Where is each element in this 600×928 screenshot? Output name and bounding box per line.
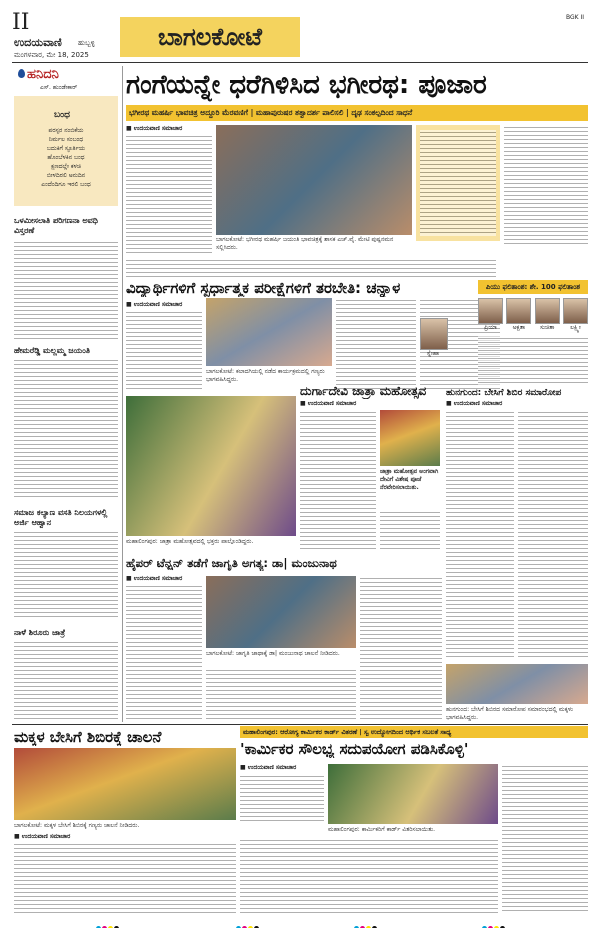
story3-headline: ದುರ್ಗಾದೇವಿ ಜಾತ್ರಾ ಮಹೋತ್ಸವ <box>300 384 427 398</box>
poem-line: ಬದುಕಿಗೆ ಸ್ಫೂರ್ತಿಯ <box>46 145 86 152</box>
drop-icon <box>18 69 25 78</box>
masthead-rule <box>12 62 588 63</box>
story5-body <box>126 584 202 720</box>
student-card <box>535 298 560 332</box>
lead-body <box>126 134 212 254</box>
issue-date: ಮಂಗಳವಾರ, ಮೇ 18, 2025 <box>14 51 89 59</box>
festival-photo-caption: ಮಹಾಲಿಂಗಪುರ: ಜಾತ್ರಾ ಮಹೋತ್ಸವದಲ್ಲಿ ಭಕ್ತರು ಪಾಲ್ಗೊಂಡಿದ್ದರು. <box>126 538 254 545</box>
lead-photo <box>216 125 412 235</box>
student-name: ಅಕ್ಷತಾ <box>512 324 526 331</box>
poem-line: ನಿರ್ಮಲ ಸಂಬಂಧ <box>48 136 84 143</box>
story6-photo-caption: ಬಾಗಲಕೋಟೆ: ಮಕ್ಕಳ ಬೇಸಿಗೆ ಶಿಬಿರಕ್ಕೆ ಗಣ್ಯರು ಚಾಲನೆ ನೀಡಿದರು. <box>14 822 140 829</box>
brief-headline: ಒಳಮೀಸಲಾತಿ ಪರಿಗಣನಾ ಅವಧಿ ವಿಸ್ತರಣೆ <box>14 216 98 235</box>
student-photo <box>478 298 503 324</box>
story4-headline: ಹುನಗುಂದ: ಬೇಸಿಗೆ ಶಿಬಿರ ಸಮಾರೋಪ <box>446 388 562 398</box>
deity-photo <box>380 410 440 466</box>
student-name: ಸ್ನೇಹಾ <box>426 350 440 357</box>
student-name: ಲಕ್ಷ್ಮೀ <box>570 324 581 331</box>
student-photo <box>420 318 448 350</box>
paper-name: ಉದಯವಾಣಿ <box>14 36 62 49</box>
student-name: ಪ್ರಿಯಾ <box>484 324 497 331</box>
poem-line: ಬೀಳದಿರಲಿ ಅನುದಿನ <box>46 172 86 179</box>
registration-marks <box>482 916 506 928</box>
story7-body <box>502 764 588 914</box>
deity-photo-caption: ಜಾತ್ರಾ ಮಹೋತ್ಸವ ಅಂಗವಾಗಿ ದೇವಿಗೆ ವಿಶೇಷ ಪೂಜೆ ನೆರವೇರಿಸಲಾಯಿತು. <box>380 468 439 491</box>
student-card <box>478 298 503 332</box>
edition-name: ಹುಬ್ಬಳ್ಳಿ <box>78 39 95 47</box>
festival-photo <box>126 396 296 536</box>
story4-photo-caption: ಹುನಗುಂದ: ಬೇಸಿಗೆ ಶಿಬಿರದ ಸಮಾರೋಪ ಸಮಾರಂಭದಲ್ಲಿ ಮಕ್ಕಳು ಭಾಗವಹಿಸಿದ್ದರು. <box>446 706 574 721</box>
registration-marks <box>354 916 378 928</box>
district-banner: ಬಾಗಲಕೋಟೆ <box>120 17 300 57</box>
story2-body <box>336 298 416 392</box>
lead-headline: ಗಂಗೆಯನ್ನೇ ಧರೆಗಿಳಿಸಿದ ಭಗೀರಥ: ಪೂಜಾರ <box>126 70 487 100</box>
registration-marks <box>236 916 260 928</box>
story7-photo <box>328 764 498 824</box>
story7-byline: ■ ಉದಯವಾಣಿ ಸಮಾಚಾರ <box>240 764 297 771</box>
story4-body <box>446 410 514 660</box>
results-row <box>478 298 588 332</box>
story2-body <box>126 310 202 390</box>
brief-body <box>14 530 118 620</box>
story6-photo <box>14 748 236 820</box>
story4-byline: ■ ಉದಯವಾಣಿ ಸಮಾಚಾರ <box>446 400 503 407</box>
lead-kicker: ಭಗೀರಥ ಮಹರ್ಷಿ ಭಾವಚಿತ್ರ ಅದ್ದೂರಿ ಮೆರವಣಿಗೆ | ಮಹಾಪುರುಷರ ತತ್ವಾದರ್ಶ ಪಾಲಿಸಲಿ | ದೃಢ ಸಂಕಲ್ಪದಿಂದ ಸಾಧನೆ <box>126 105 588 121</box>
poem-line: ಹೊಂಬೆಳಕಿನ ಬಂಧ <box>47 154 85 161</box>
brief-headline: ನಾಳೆ ಶಿರೂರು ಜಾತ್ರೆ <box>14 628 66 637</box>
sidebar-columnist: ಎಸ್. ಹುಂಡೇಕಾರ್ <box>40 84 78 91</box>
lead-photo-caption: ಬಾಗಲಕೋಟೆ: ಭಗೀರಥ ಮಹರ್ಷಿ ಜಯಂತಿ ಭಾವಚಿತ್ರಕ್ಕೆ ಶಾಸಕ ಎಚ್.ವೈ. ಮೇಟಿ ಪುಷ್ಪನಮನ ಸಲ್ಲಿಸಿದರು. <box>216 236 394 251</box>
story6-body <box>14 842 236 914</box>
sidebar-logo: ಹನಿದನಿ <box>18 67 59 82</box>
results-body <box>478 336 588 386</box>
student-photo <box>535 298 560 324</box>
story7-photo-caption: ಮಹಾಲಿಂಗಪುರ: ಕಾರ್ಮಿಕರಿಗೆ ಕಾರ್ಡ್ ವಿತರಿಸಲಾಯಿತು. <box>328 826 436 833</box>
story2-photo <box>206 298 332 366</box>
registration-marks <box>96 916 120 928</box>
story3-body <box>380 510 440 550</box>
brief-body <box>14 358 118 498</box>
page-code: BGK II <box>566 14 585 21</box>
brief-body <box>14 240 118 340</box>
results-headline: ಪಿಯು ಫಲಿತಾಂಶ: ಶೇ. 100 ಫಲಿತಾಂಶ <box>478 280 588 294</box>
lead-body <box>126 258 496 280</box>
story6-headline: ಮಕ್ಕಳ ಬೇಸಿಗೆ ಶಿಬಿರಕ್ಕೆ ಚಾಲನೆ <box>14 728 162 746</box>
story5-photo-caption: ಬಾಗಲಕೋಟೆ: ಜಾಗೃತಿ ಜಾಥಾಕ್ಕೆ ಡಾ| ಮಂಜುನಾಥ ಚಾಲನೆ ನೀಡಿದರು. <box>206 650 340 657</box>
poem-line: ಕ್ಷಣದಲ್ಲೇ ಕಳಚಿ <box>51 163 81 170</box>
poem-lines <box>16 126 116 189</box>
poem-line: ಎಂದೆಂದಿಗೂ ಇರಲಿ ಬಂಧ <box>41 181 91 188</box>
poem-line: ಪರಸ್ಪರ ನಂಬಿಕೆಯ <box>48 127 84 134</box>
story3-body <box>300 410 376 550</box>
student-card <box>506 298 531 332</box>
page-number: II <box>12 10 30 35</box>
story4-body <box>518 410 588 660</box>
story7-body <box>240 838 498 914</box>
story7-body <box>240 774 324 824</box>
student-card <box>563 298 588 332</box>
brief-headline: ಸಮಾಜ ಕಲ್ಯಾಣ ವಸತಿ ನಿಲಯಗಳಲ್ಲಿ ಅರ್ಜಿ ಆಹ್ವಾನ <box>14 508 108 527</box>
story7-headline: 'ಕಾರ್ಮಿಕರ ಸೌಲಭ್ಯ ಸದುಪಯೋಗ ಪಡಿಸಿಕೊಳ್ಳಿ' <box>240 740 469 758</box>
lead-byline: ■ ಉದಯವಾಣಿ ಸಮಾಚಾರ <box>126 125 183 132</box>
lead-body <box>504 125 588 245</box>
section-rule <box>12 724 588 725</box>
brief-headline: ಹೇಮರೆಡ್ಡಿ ಮಲ್ಲಮ್ಮ ಜಯಂತಿ <box>14 346 91 355</box>
student-name: ಸುಚಿತಾ <box>539 324 555 331</box>
story2-byline: ■ ಉದಯವಾಣಿ ಸಮಾಚಾರ <box>126 301 183 308</box>
story3-byline: ■ ಉದಯವಾಣಿ ಸಮಾಚಾರ <box>300 400 357 407</box>
student-photo <box>506 298 531 324</box>
story4-photo <box>446 664 588 704</box>
story5-byline: ■ ಉದಯವಾಣಿ ಸಮಾಚಾರ <box>126 575 183 582</box>
story7-kicker: ಮಹಾಲಿಂಗಪುರ: ಆರೋಗ್ಯ ಕಾರ್ಮಿಕರ ಕಾರ್ಡ್ ವಿತರಣೆ | ಸ್ವ ಉದ್ಯೋಗದಿಂದ ಆರ್ಥಿಕ ಸಬಲತೆ ಸಾಧ್ಯ <box>240 726 588 738</box>
story6-byline: ■ ಉದಯವಾಣಿ ಸಮಾಚಾರ <box>14 833 71 840</box>
brief-body <box>14 640 118 720</box>
student-photo <box>563 298 588 324</box>
story2-headline: ವಿದ್ಯಾರ್ಥಿಗಳಿಗೆ ಸ್ಪರ್ಧಾತ್ಮಕ ಪರೀಕ್ಷೆಗಳಿಗೆ ತರಬೇತಿ: ಚನ್ನಾಳ <box>126 279 401 297</box>
highlight-text <box>420 130 496 236</box>
story5-body <box>206 668 356 720</box>
story5-body <box>360 576 442 720</box>
column-divider <box>122 66 123 722</box>
story5-photo <box>206 576 356 648</box>
story5-headline: ಹೈಪರ್ ಟೆನ್ಷನ್ ತಡೆಗೆ ಜಾಗೃತಿ ಅಗತ್ಯ: ಡಾ| ಮಂಜುನಾಥ <box>126 556 337 570</box>
story2-photo-caption: ಬಾಗಲಕೋಟೆ: ಕಲಾದಗಿಯಲ್ಲಿ ನಡೆದ ಕಾರ್ಯಕ್ರಮದಲ್ಲಿ ಗಣ್ಯರು ಭಾಗವಹಿಸಿದ್ದರು. <box>206 368 325 383</box>
poem-title: ಬಂಧ <box>54 110 70 120</box>
